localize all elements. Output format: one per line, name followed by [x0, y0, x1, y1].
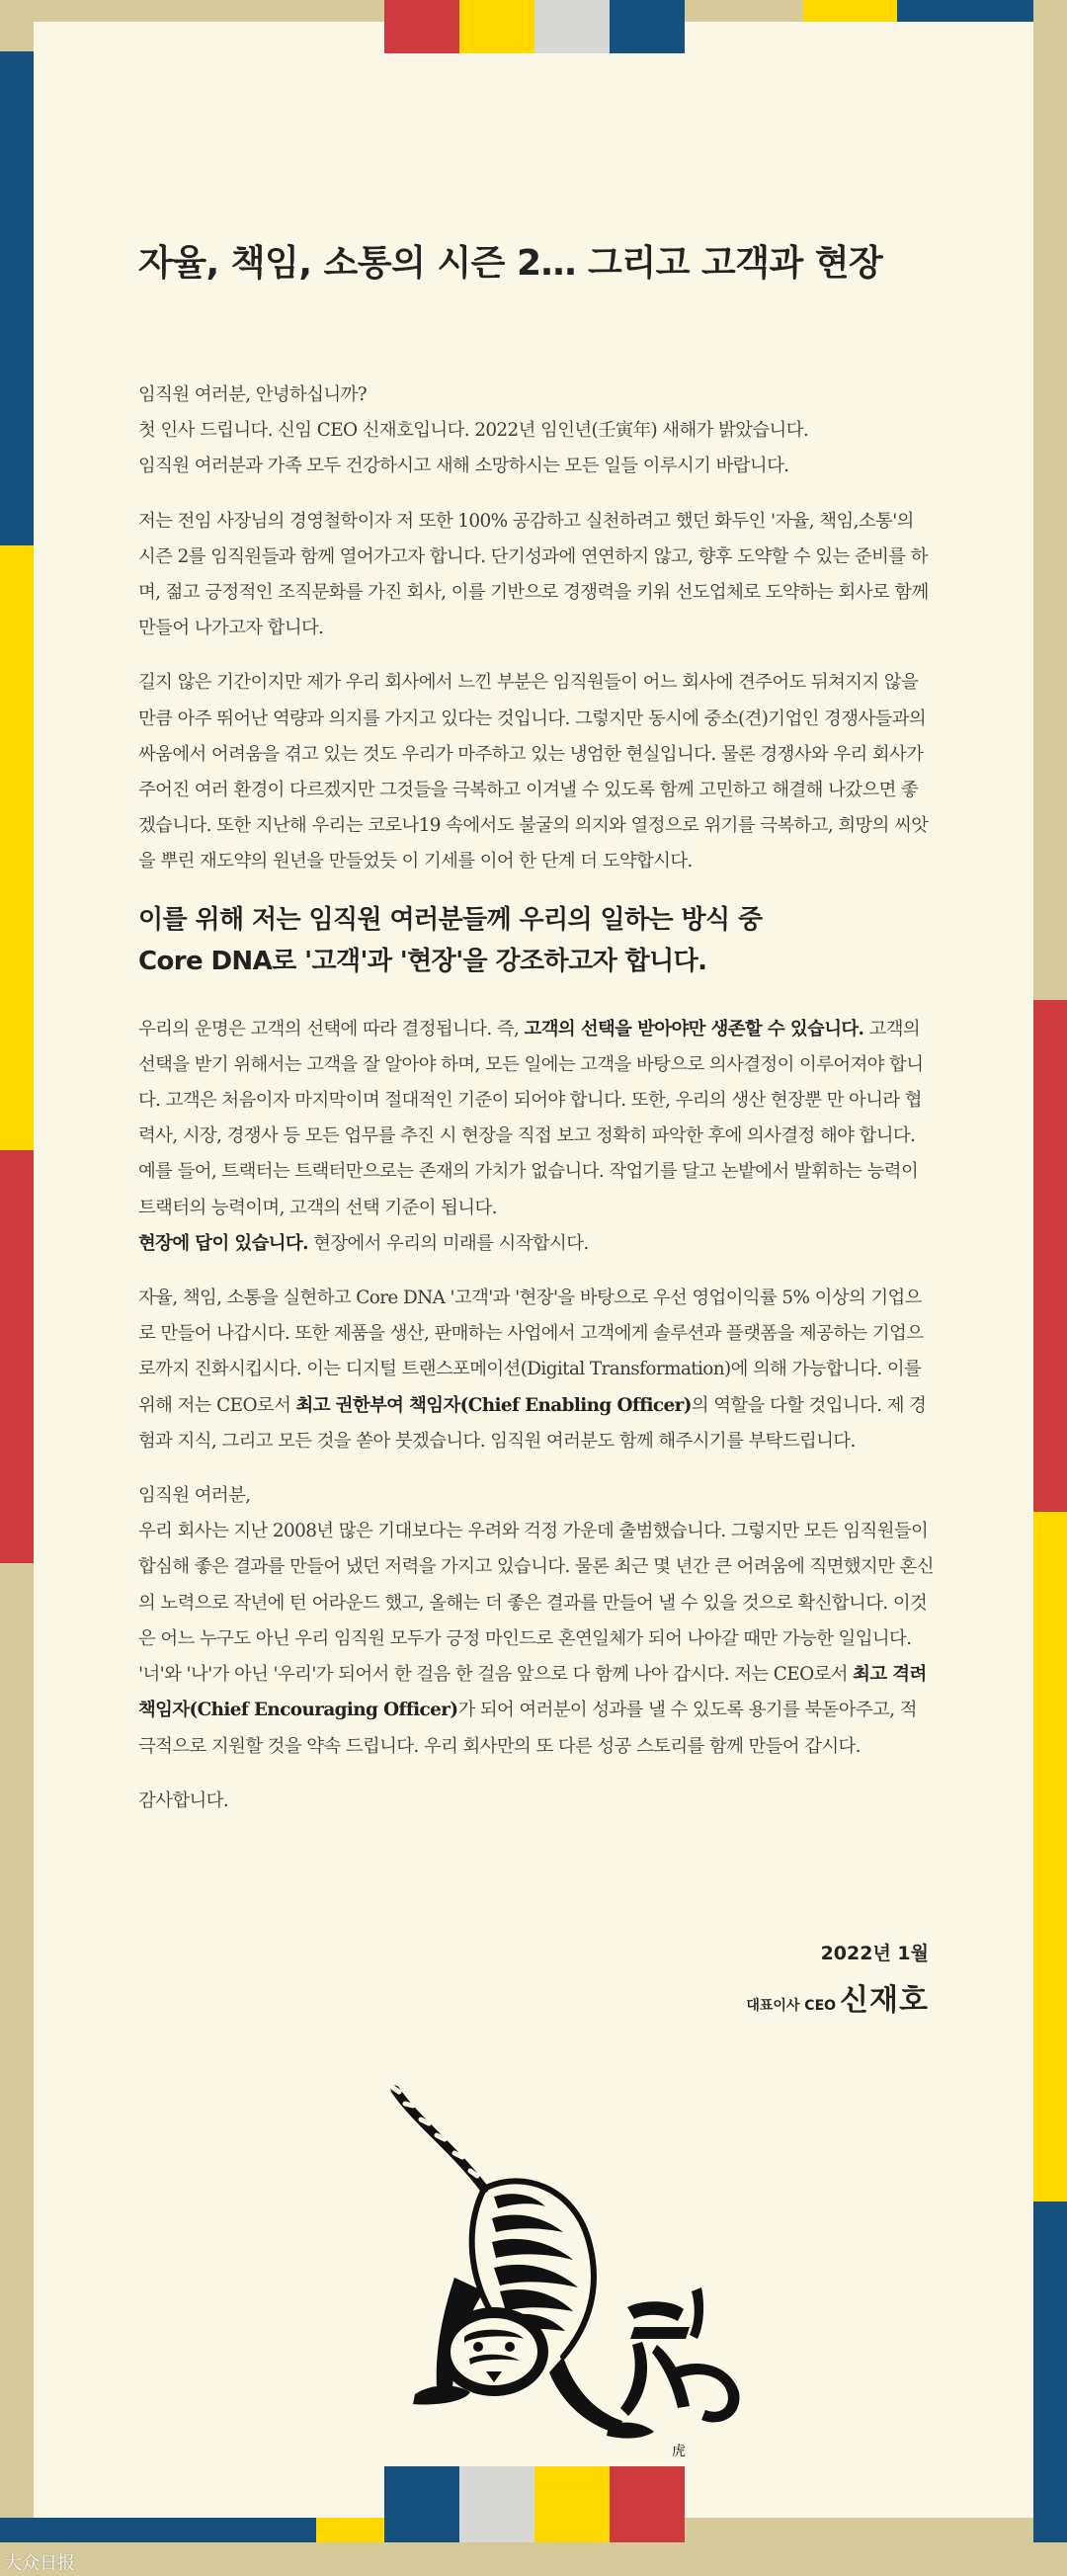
frame-bottom-beige-right	[685, 2518, 1033, 2542]
frame-top-gray	[534, 0, 610, 22]
frame-bottom-inner-red	[610, 2466, 685, 2518]
frame-top-beige-mid	[685, 0, 803, 22]
signature-date: 2022년 1월	[820, 1943, 929, 1964]
page-title: 자율, 책임, 소통의 시즌 2… 그리고 고객과 현장	[138, 243, 883, 284]
frame-top-inner-gray	[534, 22, 610, 53]
frame-left-beige-top	[0, 0, 34, 51]
frame-top-inner-blue	[610, 22, 685, 53]
frame-top-yellow-right	[803, 0, 897, 22]
tiger-icon	[375, 2080, 751, 2470]
customer-text-c: 고객의 선택을 받기 위해서는 고객을 잘 알아야 하며, 모든 일에는 고객을 바탕으로 의사결정이 이루어져야 합니다. 고객은 처음이자 마지막이며 절대적인 기준이 되어야 합니다. 또한, 우리의 생산 현장뿐 만 아니라 협력사, 시장, 경쟁사 등 모든 업무를 추진 시 현장을 직접 보고 정확히 파악한 후에 의사결정 해야 합니다. 예를 들어, 트랙터는 트랙터만으로는 존재의 가치가 없습니다. 작업기를 달고 논밭에서 발휘하는 능력이 트랙터의 능력이며, 고객의 선택 기준이 됩니다.	[138, 1018, 924, 1218]
greeting-paragraph	[138, 377, 934, 485]
frame-bottom-inner	[34, 2466, 1033, 2518]
letter-body	[138, 377, 934, 1819]
frame-bottom-inner-gray	[459, 2466, 534, 2518]
history-paragraph	[138, 1478, 934, 1765]
tiger-calligraphy: 虎	[672, 2444, 686, 2459]
frame-bottom-red	[610, 2518, 685, 2542]
frame-bottom-blue-left	[0, 2518, 316, 2542]
thanks-paragraph: 감사합니다.	[138, 1789, 229, 1811]
frame-bottom	[0, 2518, 1067, 2542]
frame-top-blue	[610, 0, 685, 22]
field-text: 현장에서 우리의 미래를 시작합시다.	[307, 1232, 589, 1254]
frame-left	[0, 0, 34, 2576]
frame-top-inner	[34, 22, 1033, 53]
signature-block	[746, 1939, 929, 2019]
frame-top-red	[384, 0, 459, 22]
frame-bottom-inner-yellow	[534, 2466, 610, 2518]
signature-name: 신재호	[840, 1983, 929, 2018]
frame-right	[1033, 0, 1067, 2576]
frame-top-inner-red	[384, 22, 459, 53]
frame-right-beige-top	[1033, 0, 1067, 1000]
customer-emphasis: 고객의 선택을 받아야만 생존할 수 있습니다.	[524, 1018, 864, 1039]
frame-bottom-yellow-left	[316, 2518, 384, 2542]
signature-role: 대표이사 CEO	[746, 1998, 837, 2014]
frame-right-yellow	[1033, 1512, 1067, 2202]
goal-paragraph	[138, 1281, 934, 1459]
frame-top-beige-left	[34, 0, 384, 22]
encouraging-officer-emphasis: 최고 격려 책임자(Chief Encouraging Officer)	[138, 1664, 927, 1721]
section-heading-line-2: Core DNA로 '고객'과 '현장'을 강조하고자 합니다.	[138, 946, 707, 976]
field-emphasis: 현장에 답이 있습니다.	[138, 1232, 308, 1254]
history-address: 임직원 여러분,	[138, 1485, 251, 1507]
goal-text-a: 자율, 책임, 소통을 실현하고 Core DNA '고객'과 '현장'을 바탕으로 우선 영업이익률 5% 이상의 기업으로 만들어 나갑시다. 또한 제품을 생산, 판매하는 사업에서 고객에게 솔루션과 플랫폼을 제공하는 기업으로까지 진화시킵시다. 이는 디지털 트랜스포메이션(Digital Transformation)에 의해 가능합니다. 이를 위해 저는 CEO로서	[138, 1288, 924, 1416]
frame-left-blue	[0, 51, 34, 545]
history-text-a: 우리 회사는 지난 2008년 많은 기대보다는 우려와 걱정 가운데 출범했습니다. 그렇지만 모든 임직원들이 합심해 좋은 결과를 만들어 냈던 저력을 가지고 있습니다. 물론 최근 몇 년간 큰 어려움에 직면했지만 혼신의 노력으로 작년에 턴 어라운드 했고, 올해는 더 좋은 결과를 만들어 낼 수 있을 것으로 확신합니다. 이것은 어느 누구도 아닌 우리 임직원 모두가 긍정 마인드로 혼연일체가 되어 나아갈 때만 가능한 일입니다. '너'와 '나'가 아닌 '우리'가 되어서 한 걸음 한 걸음 앞으로 다 함께 나아 갑시다. 저는 CEO로서	[138, 1521, 934, 1686]
greeting-line: 임직원 여러분, 안녕하십니까?	[138, 384, 367, 405]
goal-text-c: 의 역할을 다할 것입니다. 제 경험과 지식, 그리고 모든 것을 쏟아 붓겠습니다. 임직원 여러분도 함께 해주시기를 부탁드립니다.	[138, 1394, 927, 1452]
frame-bottom-blue	[384, 2518, 459, 2542]
frame-top	[0, 0, 1067, 22]
section-heading-line-1: 이를 위해 저는 임직원 여러분들께 우리의 일하는 방식 중	[138, 904, 763, 935]
frame-bottom-yellow	[534, 2518, 610, 2542]
watermark: 大众日报	[4, 2553, 75, 2574]
frame-bottom-inner-blue	[384, 2466, 459, 2518]
customer-paragraph	[138, 1012, 934, 1262]
wish-line: 임직원 여러분과 가족 모두 건강하시고 새해 소망하시는 모든 일들 이루시기 바랍니다.	[138, 456, 789, 477]
enabling-officer-emphasis: 최고 권한부여 책임자(Chief Enabling Officer)	[295, 1394, 692, 1416]
frame-top-inner-yellow	[459, 22, 534, 53]
reflection-paragraph: 길지 않은 기간이지만 제가 우리 회사에서 느낀 부분은 임직원들이 어느 회사에 견주어도 뒤쳐지지 않을 만큼 아주 뛰어난 역량과 의지를 가지고 있다는 것입니다. 그렇지만 동시에 중소(견)기업인 경쟁사들과의 싸움에서 어려움을 겪고 있는 것도 우리가 마주하고 있는 냉엄한 현실입니다. 물론 경쟁사와 우리 회사가 주어진 여러 환경이 다르겠지만 그것들을 극복하고 이겨낼 수 있도록 함께 고민하고 해결해 나갔으면 좋겠습니다. 또한 지난해 우리는 코로나19 속에서도 불굴의 의지와 열정으로 위기를 극복하고, 희망의 씨앗을 뿌린 재도약의 원년을 만들었듯 이 기세를 이어 한 단계 더 도약합시다.	[138, 672, 929, 873]
vision-paragraph: 저는 전임 사장님의 경영철학이자 저 또한 100% 공감하고 실천하려고 했던 화두인 '자율, 책임,소통'의 시즌 2를 임직원들과 함께 열어가고자 합니다. 단기성과에 연연하지 않고, 향후 도약할 수 있는 준비를 하며, 젊고 긍정적인 조직문화를 가진 회사, 이를 기반으로 경쟁력을 키워 선도업체로 도약하는 회사로 함께 만들어 나가고자 합니다.	[138, 510, 929, 639]
frame-top-blue-right	[897, 0, 1033, 22]
history-text-c: 가 되어 여러분이 성과를 낼 수 있도록 용기를 북돋아주고, 적극적으로 지원할 것을 약속 드립니다. 우리 회사만의 또 다른 성공 스토리를 함께 만들어 갑시다.	[138, 1700, 917, 1757]
frame-top-yellow	[459, 0, 534, 22]
frame-right-red	[1033, 1000, 1067, 1512]
frame-bottom-strip	[0, 2542, 1067, 2576]
section-heading	[138, 899, 934, 982]
frame-left-red	[0, 1150, 34, 1563]
frame-left-yellow	[0, 545, 34, 1150]
frame-left-beige-bottom	[0, 1563, 34, 2541]
customer-text-a: 우리의 운명은 고객의 선택에 따라 결정됩니다. 즉,	[138, 1018, 525, 1039]
intro-line: 첫 인사 드립니다. 신임 CEO 신재호입니다. 2022년 임인년(壬寅年) 새해가 밝았습니다.	[138, 420, 809, 442]
frame-bottom-gray	[459, 2518, 534, 2542]
